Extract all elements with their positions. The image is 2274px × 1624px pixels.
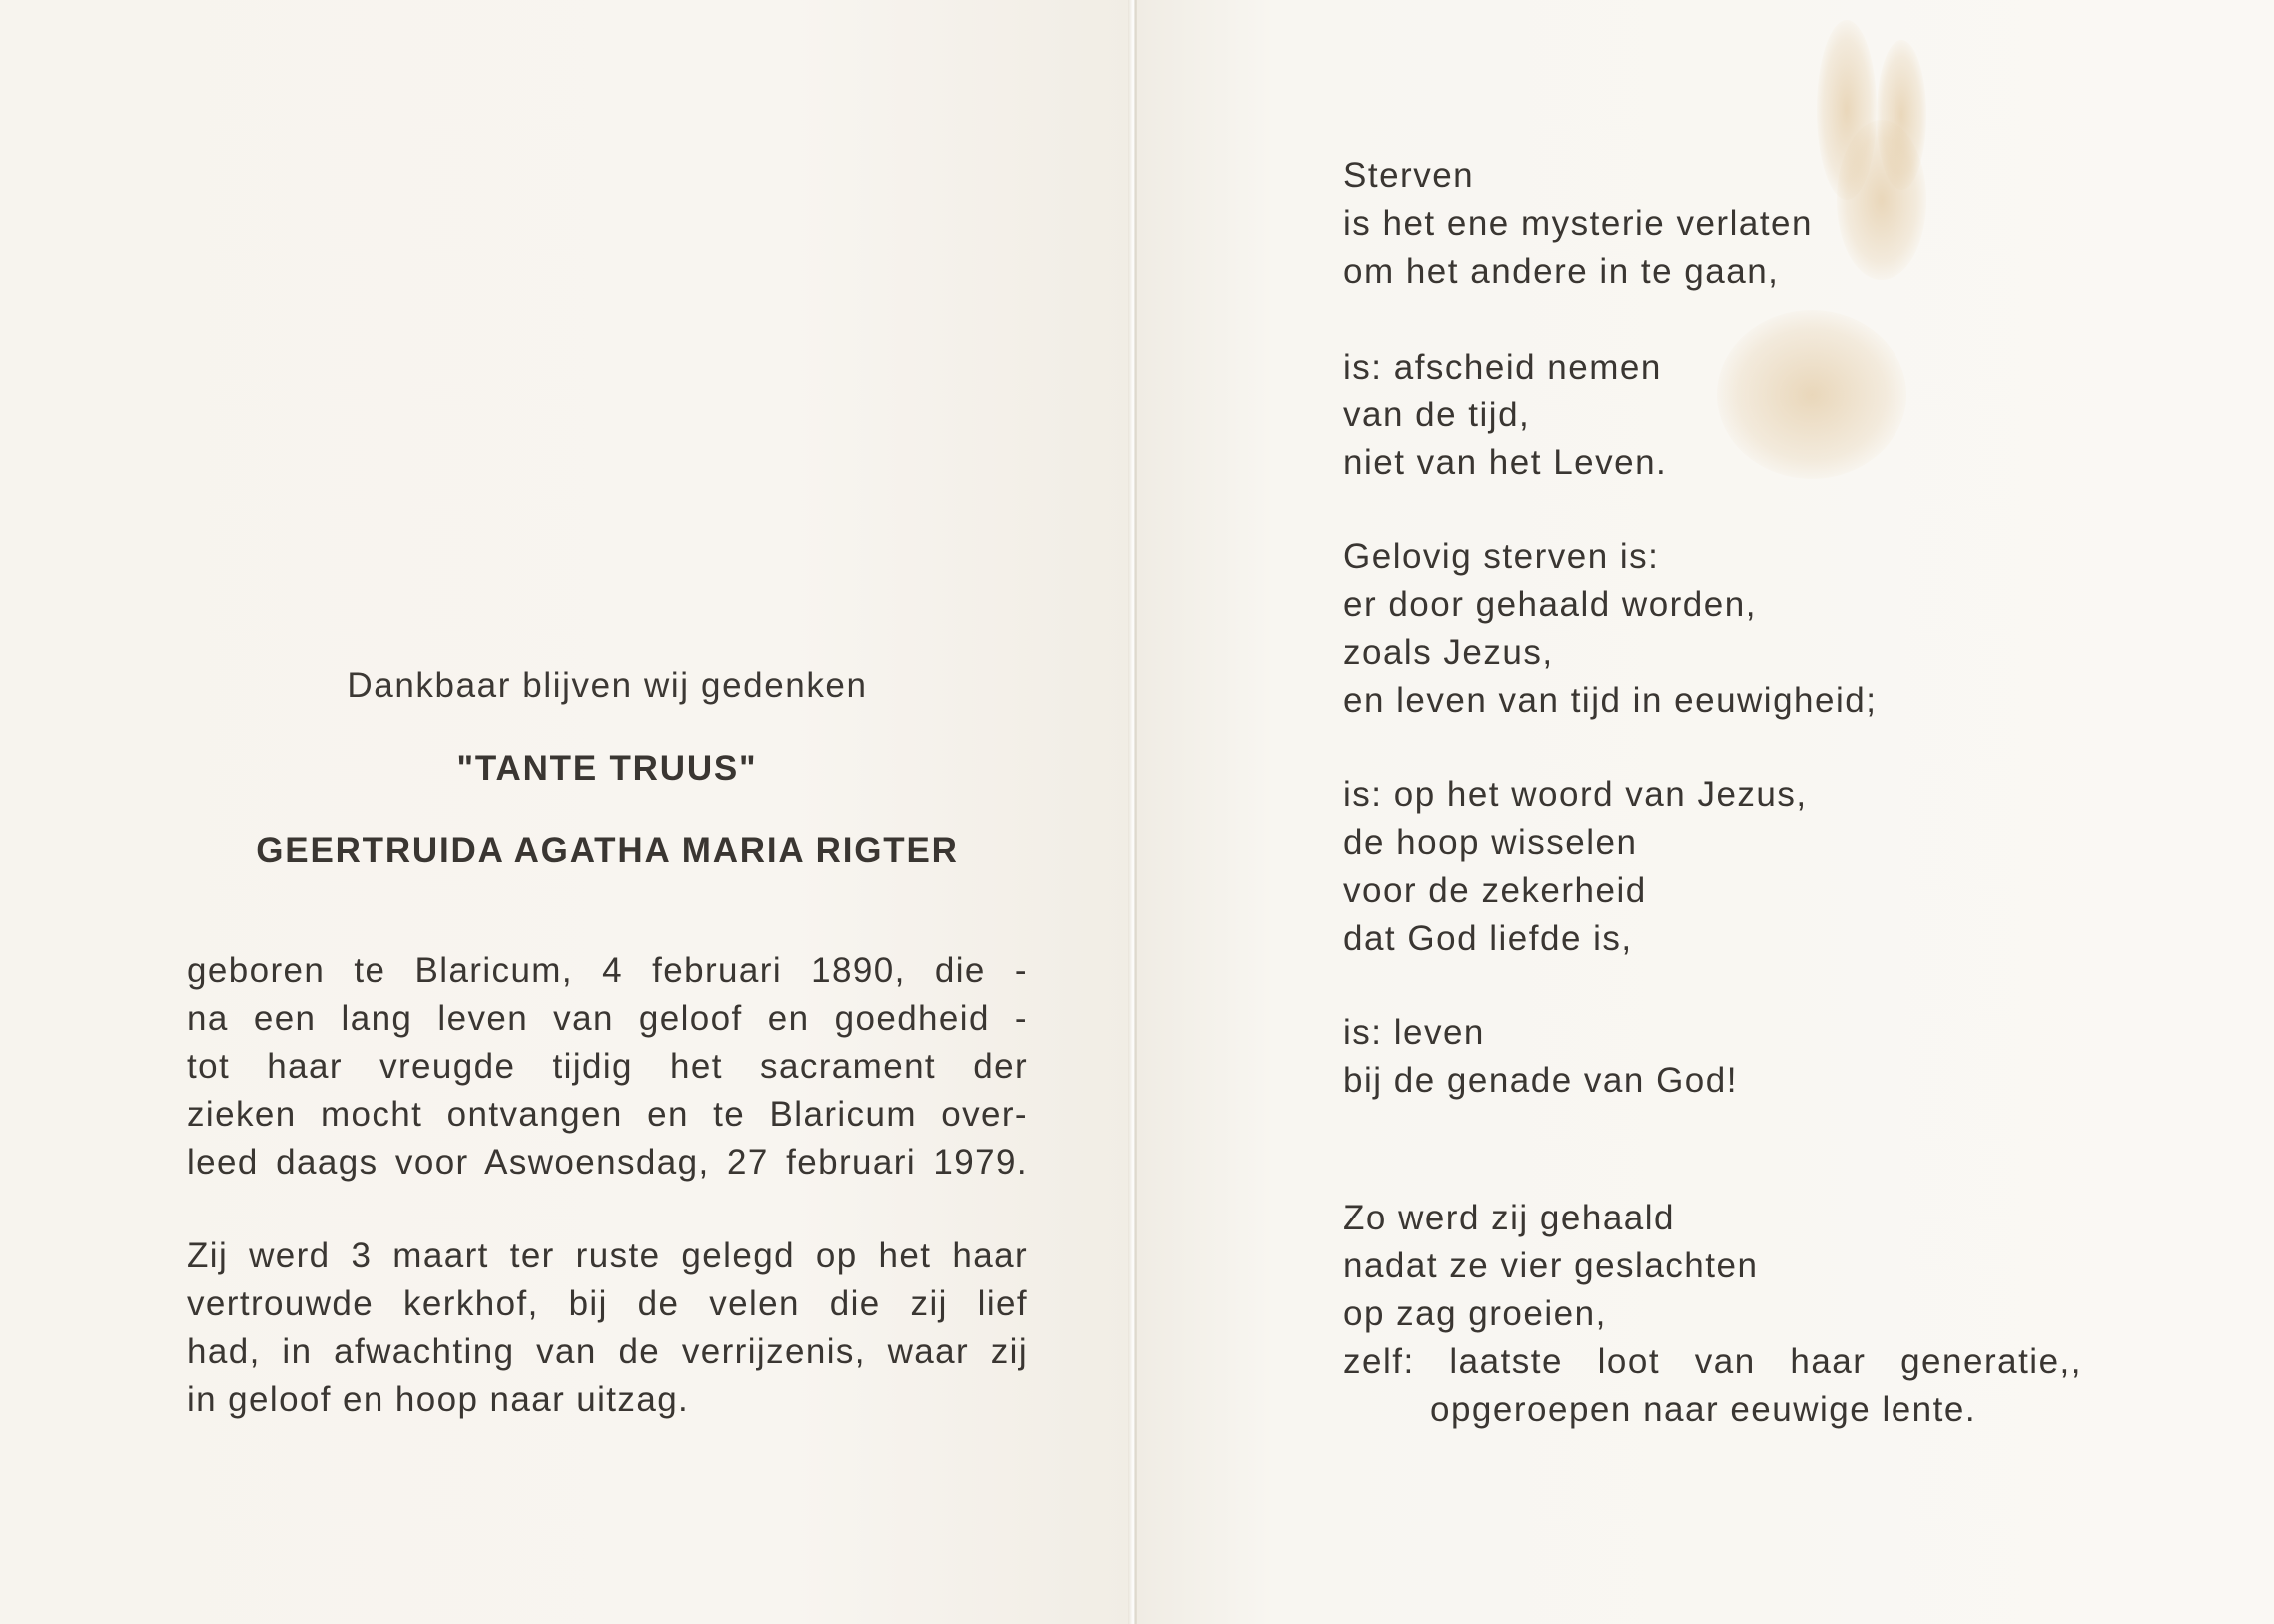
stanza5-line-2: bij de genade van God! [1343,1061,1738,1100]
nickname-heading: "TANTE TRUUS" [456,749,758,788]
stanza1-line-3: om het andere in te gaan, [1343,252,1780,291]
stanza1-line-1: Sterven [1343,156,1475,195]
stain-spot [1717,310,1906,479]
stanza5-line-1: is: leven [1343,1013,1485,1052]
paragraph2-line-2: vertrouwde kerkhof, bij de velen die zij lief [187,1284,1028,1323]
stanza6-line-5: opgeroepen naar eeuwige lente. [1430,1390,1977,1429]
stanza3-line-3: zoals Jezus, [1343,633,1554,672]
stanza6-line-3: op zag groeien, [1343,1294,1607,1333]
stanza4-line-2: de hoop wisselen [1343,823,1638,862]
stanza3-line-4: en leven van tijd in eeuwigheid; [1343,681,1878,720]
intro-line: Dankbaar blijven wij gedenken [347,666,868,705]
stanza4-line-3: voor de zekerheid [1343,871,1647,910]
stanza2-line-1: is: afscheid nemen [1343,348,1662,387]
paragraph1-line-2: na een lang leven van geloof en goedheid - [187,999,1028,1038]
stanza2-line-3: niet van het Leven. [1343,443,1668,482]
paragraph2-line-3: had, in afwachting van de verrijzenis, waar zij [187,1332,1028,1371]
stain-spot [1837,120,1926,280]
full-name-heading: GEERTRUIDA AGATHA MARIA RIGTER [256,831,959,870]
left-page [0,0,1130,1624]
stanza6-line-4: zelf: laatste loot van haar generatie,, [1343,1342,2082,1381]
paragraph1-line-5: leed daags voor Aswoensdag, 27 februari 1979. [187,1143,1028,1182]
stanza3-line-1: Gelovig sterven is: [1343,537,1660,576]
paragraph1-line-1: geboren te Blaricum, 4 februari 1890, die - [187,951,1028,990]
stanza3-line-2: er door gehaald worden, [1343,585,1757,624]
paragraph1-line-4: zieken mocht ontvangen en te Blaricum over- [187,1095,1028,1134]
stanza4-line-4: dat God liefde is, [1343,919,1633,958]
stanza6-line-2: nadat ze vier geslachten [1343,1246,1759,1285]
paragraph1-line-3: tot haar vreugde tijdig het sacrament der [187,1047,1028,1086]
stanza6-line-1: Zo werd zij gehaald [1343,1199,1675,1237]
stanza1-line-2: is het ene mysterie verlaten [1343,204,1813,243]
stanza2-line-2: van de tijd, [1343,396,1531,434]
paragraph2-line-1: Zij werd 3 maart ter ruste gelegd op het haar [187,1236,1028,1275]
stanza4-line-1: is: op het woord van Jezus, [1343,775,1808,814]
paragraph2-line-4: in geloof en hoop naar uitzag. [187,1380,690,1419]
